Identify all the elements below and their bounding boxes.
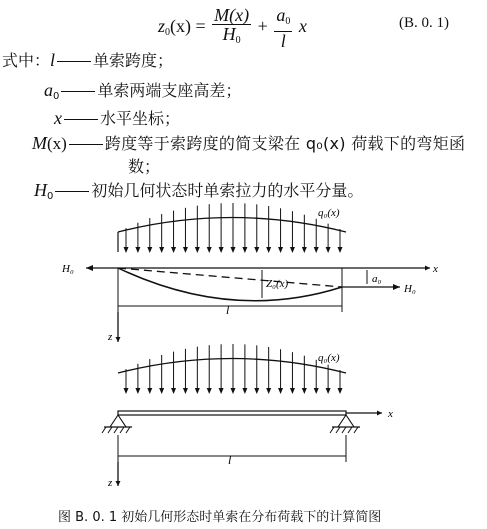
top-load-envelope	[118, 218, 346, 233]
top-load-arrowhead	[338, 247, 343, 253]
bottom-load-arrowhead	[254, 388, 259, 394]
bottom-load-arrowhead	[302, 388, 307, 394]
def-1-text: 单索两端支座高差；	[97, 81, 242, 100]
figure-caption: 图 B. 0. 1 初始几何形态时单索在分布荷载下的计算简图	[58, 510, 382, 525]
def-3-text: 跨度等于索跨度的简支梁在 q₀(x) 荷载下的弯矩函	[104, 134, 466, 153]
bottom-x-label: x	[388, 408, 393, 420]
top-z0-label: Z₀(x)	[266, 278, 289, 290]
bottom-right-support	[330, 415, 360, 433]
formula-tail: x	[298, 16, 307, 37]
top-load-arrowhead	[135, 247, 140, 253]
def-1-sub: 0	[53, 91, 60, 102]
bottom-load-arrowhead	[207, 388, 212, 394]
bottom-load-arrows	[124, 344, 343, 394]
formula-lhs-sub: 0	[165, 27, 171, 39]
formula-lhs-arg: (x)	[170, 16, 192, 37]
formula-frac1-num: M(x)	[214, 5, 250, 25]
bottom-load-arrowhead	[231, 388, 236, 394]
def-3-symbol: M	[32, 133, 47, 153]
formula-frac2-den: l	[280, 31, 286, 51]
def-2-text: 水平坐标；	[100, 109, 181, 128]
top-load-arrowhead	[159, 247, 164, 253]
def-3-suffix: (x)	[47, 134, 67, 153]
top-h-left-label: H₀	[62, 263, 74, 275]
top-load-arrows	[124, 203, 343, 253]
formula-frac1-den-symbol: H	[222, 24, 236, 44]
bottom-load-arrowhead	[278, 388, 283, 394]
bottom-load-label: q₀(x)	[318, 352, 340, 364]
top-h-right-label: H₀	[404, 283, 416, 295]
top-cable	[118, 268, 342, 301]
bottom-diagram	[102, 344, 393, 489]
bottom-left-support	[102, 415, 132, 433]
top-load-arrowhead	[147, 247, 152, 253]
bottom-load-arrowhead	[135, 388, 140, 394]
top-load-arrowhead	[195, 247, 200, 253]
def-0-text: 单索跨度；	[93, 51, 174, 70]
def-3-cont: 数；	[128, 157, 161, 176]
formula-equals: =	[195, 16, 206, 37]
bottom-load-arrowhead	[290, 388, 295, 394]
bottom-beam	[118, 411, 346, 415]
bottom-load-arrowhead	[326, 388, 331, 394]
top-load-arrowhead	[254, 247, 259, 253]
where-intro-text: 式中：	[2, 51, 51, 70]
formula-frac2-num-sub: 0	[285, 16, 291, 27]
top-load-arrowhead	[219, 247, 224, 253]
formula-plus: +	[257, 16, 268, 37]
bottom-load-arrowhead	[314, 388, 319, 394]
bottom-load-arrowhead	[171, 388, 176, 394]
top-diagram	[61, 203, 438, 343]
def-4-sub: 0	[47, 191, 54, 202]
top-load-arrowhead	[326, 247, 331, 253]
top-load-arrowhead	[290, 247, 295, 253]
bottom-load-arrowhead	[242, 388, 247, 394]
top-a0-label: a₀	[372, 273, 382, 285]
def-4-text: 初始几何状态时单索拉力的水平分量。	[91, 181, 364, 200]
top-chord	[118, 268, 342, 287]
bottom-load-arrowhead	[266, 388, 271, 394]
def-4-symbol: H	[34, 180, 47, 200]
bottom-z-label: z	[108, 477, 113, 489]
def-1-symbol: a	[44, 80, 53, 100]
top-load-arrowhead	[302, 247, 307, 253]
top-load-arrowhead	[314, 247, 319, 253]
bottom-load-arrowhead	[219, 388, 224, 394]
top-load-arrowhead	[183, 247, 188, 253]
def-0-symbol: l	[50, 50, 56, 70]
bottom-load-arrowhead	[183, 388, 188, 394]
top-load-label: q₀(x)	[318, 207, 340, 219]
formula-lhs-symbol: z	[158, 16, 166, 37]
bottom-load-arrowhead	[338, 388, 343, 394]
top-span-label: l	[226, 303, 230, 317]
bottom-load-envelope	[118, 359, 346, 374]
formula-number: (B. 0. 1)	[399, 15, 449, 31]
top-load-arrowhead	[124, 247, 129, 253]
def-2-symbol: x	[54, 108, 62, 128]
top-x-label: x	[433, 263, 438, 275]
top-load-arrowhead	[242, 247, 247, 253]
bottom-load-arrowhead	[124, 388, 129, 394]
bottom-load-arrowhead	[159, 388, 164, 394]
bottom-span-label: l	[228, 453, 232, 467]
top-load-arrowhead	[278, 247, 283, 253]
top-z-label: z	[108, 331, 113, 343]
formula-frac2-num-symbol: a	[276, 5, 286, 25]
bottom-load-arrowhead	[147, 388, 152, 394]
bottom-load-arrowhead	[195, 388, 200, 394]
top-load-arrowhead	[171, 247, 176, 253]
top-load-arrowhead	[207, 247, 212, 253]
formula-frac1-den-sub: 0	[235, 35, 241, 46]
top-load-arrowhead	[231, 247, 236, 253]
top-load-arrowhead	[266, 247, 271, 253]
